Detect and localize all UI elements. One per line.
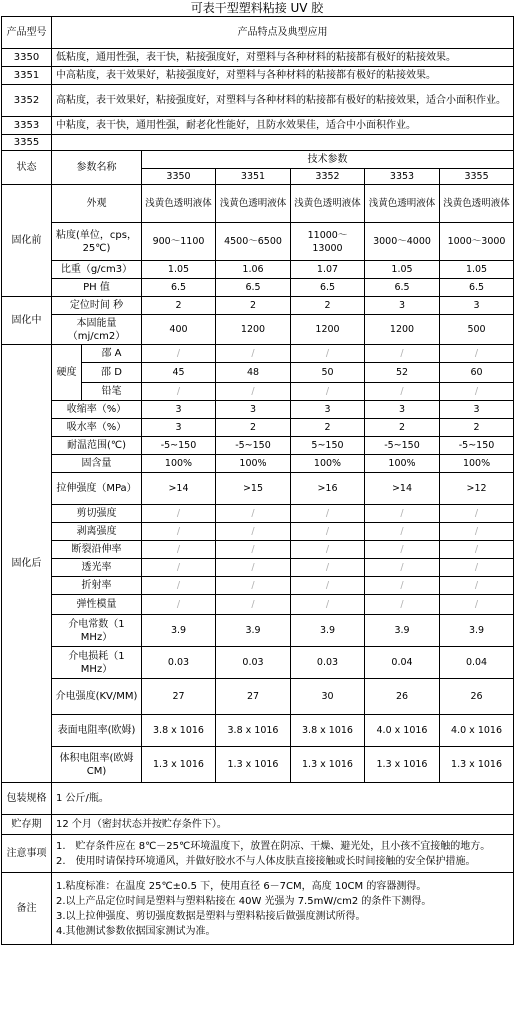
value-cell: 3 xyxy=(440,297,514,315)
value-cell: 45 xyxy=(142,363,216,383)
value-cell: -5~150 xyxy=(142,437,216,455)
overview-row xyxy=(2,117,514,135)
value-cell: / xyxy=(216,523,291,541)
value-cell: 浅黄色透明液体 xyxy=(440,185,514,223)
spec-row xyxy=(2,541,514,559)
value-cell: / xyxy=(142,595,216,615)
value-cell: 1.3 x 1016 xyxy=(216,747,291,783)
param-label: 吸水率（%） xyxy=(52,419,142,437)
overview-row xyxy=(2,49,514,67)
value-cell: / xyxy=(142,345,216,363)
model-cell: 3350 xyxy=(2,49,52,67)
value-cell: 4.0 x 1016 xyxy=(365,715,440,747)
param-label: 本固能量（mj/cm2） xyxy=(52,315,142,345)
value-cell: / xyxy=(440,595,514,615)
spec-row xyxy=(2,401,514,419)
page-title: 可表干型塑料粘接 UV 胶 xyxy=(190,1,324,15)
caution-text xyxy=(52,835,514,873)
param-label: 透光率 xyxy=(52,559,142,577)
value-cell: 1200 xyxy=(291,315,365,345)
spec-row xyxy=(2,715,514,747)
value-cell: 3 xyxy=(440,401,514,419)
param-label: 固含量 xyxy=(52,455,142,473)
param-header: 参数名称 xyxy=(52,151,142,185)
value-cell: / xyxy=(142,523,216,541)
value-cell: 1200 xyxy=(365,315,440,345)
value-cell: 0.03 xyxy=(291,647,365,679)
value-cell: 1.3 x 1016 xyxy=(440,747,514,783)
value-cell: / xyxy=(365,345,440,363)
model-header: 产品型号 xyxy=(2,17,52,49)
value-cell: 3 xyxy=(365,297,440,315)
feature-text: 中高粘度，表干效果好，粘接强度好，对塑料与各种材料的粘接都有极好的粘接效果。 xyxy=(52,67,514,85)
value-cell: / xyxy=(440,577,514,595)
value-cell: 2 xyxy=(142,297,216,315)
value-cell: 6.5 xyxy=(142,279,216,297)
spec-row xyxy=(2,595,514,615)
value-cell: / xyxy=(291,345,365,363)
spec-row xyxy=(2,261,514,279)
spec-row xyxy=(2,455,514,473)
value-cell: 900～1100 xyxy=(142,223,216,261)
value-cell: / xyxy=(291,523,365,541)
value-cell: 5~150 xyxy=(291,437,365,455)
spec-row xyxy=(2,679,514,715)
spec-row xyxy=(2,419,514,437)
spec-row xyxy=(2,473,514,505)
spec-row xyxy=(2,345,514,363)
value-cell: / xyxy=(291,595,365,615)
value-cell: 3.8 x 1016 xyxy=(216,715,291,747)
value-cell: / xyxy=(440,505,514,523)
value-cell: 6.5 xyxy=(291,279,365,297)
value-cell: 浅黄色透明液体 xyxy=(365,185,440,223)
remarks-row xyxy=(2,873,514,945)
param-label: 收缩率（%） xyxy=(52,401,142,419)
value-cell: 1.06 xyxy=(216,261,291,279)
value-cell: 60 xyxy=(440,363,514,383)
value-cell: 0.04 xyxy=(440,647,514,679)
model-column-header: 3355 xyxy=(440,169,514,185)
value-cell: / xyxy=(291,559,365,577)
value-cell: -5~150 xyxy=(365,437,440,455)
param-label: 介电常数（1 MHz） xyxy=(52,615,142,647)
overview-row xyxy=(2,135,514,151)
value-cell: / xyxy=(365,595,440,615)
value-cell: / xyxy=(440,383,514,401)
feature-text: 低粘度，通用性强，表干快，粘接强度好，对塑料与各种材料的粘接都有极好的粘接效果。 xyxy=(52,49,514,67)
group-after: 固化后 xyxy=(2,345,52,783)
tech-header: 技术参数 xyxy=(142,151,514,169)
spec-row xyxy=(2,647,514,679)
hardness-label: 硬度 xyxy=(52,345,82,401)
value-cell: 100% xyxy=(142,455,216,473)
spec-header-row xyxy=(2,151,514,169)
spec-row xyxy=(2,297,514,315)
model-column-header: 3350 xyxy=(142,169,216,185)
value-cell: 1.05 xyxy=(440,261,514,279)
value-cell: 1.05 xyxy=(365,261,440,279)
value-cell: / xyxy=(216,505,291,523)
value-cell: 500 xyxy=(440,315,514,345)
value-cell: 3.9 xyxy=(142,615,216,647)
value-cell: -5~150 xyxy=(216,437,291,455)
remarks-text xyxy=(52,873,514,945)
value-cell: 3.8 x 1016 xyxy=(142,715,216,747)
value-cell: / xyxy=(365,541,440,559)
value-cell: 浅黄色透明液体 xyxy=(291,185,365,223)
features-header: 产品特点及典型应用 xyxy=(52,17,514,49)
value-cell: 2 xyxy=(291,419,365,437)
value-cell: 0.03 xyxy=(216,647,291,679)
value-cell: 2 xyxy=(291,297,365,315)
value-cell: / xyxy=(142,383,216,401)
value-cell: / xyxy=(291,541,365,559)
value-cell: 100% xyxy=(440,455,514,473)
value-cell: 100% xyxy=(365,455,440,473)
value-cell: / xyxy=(440,559,514,577)
value-cell: / xyxy=(365,577,440,595)
value-cell: 1200 xyxy=(216,315,291,345)
value-cell: 48 xyxy=(216,363,291,383)
param-label: 介电强度(KV/MM) xyxy=(52,679,142,715)
spec-row xyxy=(2,437,514,455)
storage-row xyxy=(2,815,514,835)
value-cell: 3 xyxy=(142,401,216,419)
overview-row xyxy=(2,85,514,117)
spec-row xyxy=(2,577,514,595)
group-before: 固化前 xyxy=(2,185,52,297)
model-cell: 3355 xyxy=(2,135,52,151)
spec-table xyxy=(1,16,514,945)
value-cell: 26 xyxy=(440,679,514,715)
value-cell: 浅黄色透明液体 xyxy=(216,185,291,223)
value-cell: / xyxy=(291,505,365,523)
remark-line: 1.粘度标准：在温度 25℃±0.5 下，使用直径 6－7CM，高度 10CM 的容器测得。 xyxy=(56,880,427,892)
spec-row xyxy=(2,559,514,577)
value-cell: 4500～6500 xyxy=(216,223,291,261)
value-cell: / xyxy=(142,505,216,523)
param-label: 表面电阻率(欧姆) xyxy=(52,715,142,747)
value-cell: 3 xyxy=(365,401,440,419)
caution-label: 注意事项 xyxy=(2,835,52,873)
value-cell: / xyxy=(440,523,514,541)
value-cell: 浅黄色透明液体 xyxy=(142,185,216,223)
value-cell: 27 xyxy=(216,679,291,715)
caution-line: 2. 使用时请保持环境通风，并做好胶水不与人体皮肤直接接触或长时间接触的安全保护措施。 xyxy=(56,855,476,867)
packaging-value: 1 公斤/瓶。 xyxy=(52,783,514,815)
value-cell: 1.07 xyxy=(291,261,365,279)
value-cell: / xyxy=(440,541,514,559)
value-cell: / xyxy=(142,559,216,577)
value-cell: 3.9 xyxy=(216,615,291,647)
value-cell: / xyxy=(440,345,514,363)
value-cell: >15 xyxy=(216,473,291,505)
value-cell: -5~150 xyxy=(440,437,514,455)
value-cell: 6.5 xyxy=(440,279,514,297)
packaging-row xyxy=(2,783,514,815)
param-label: 剥离强度 xyxy=(52,523,142,541)
value-cell: >14 xyxy=(365,473,440,505)
value-cell: / xyxy=(142,541,216,559)
remarks-label: 备注 xyxy=(2,873,52,945)
value-cell: 2 xyxy=(216,419,291,437)
remark-line: 2.以上产品定位时间是塑料与塑料粘接在 40W 光强为 7.5mW/cm2 的条件下测得。 xyxy=(56,895,432,907)
feature-text xyxy=(52,135,514,151)
spec-row xyxy=(2,223,514,261)
param-label: 拉伸强度（MPa） xyxy=(52,473,142,505)
storage-value: 12 个月（密封状态并按贮存条件下）。 xyxy=(52,815,514,835)
packaging-label: 包装规格 xyxy=(2,783,52,815)
value-cell: / xyxy=(365,505,440,523)
value-cell: 100% xyxy=(216,455,291,473)
value-cell: 1.05 xyxy=(142,261,216,279)
state-header: 状态 xyxy=(2,151,52,185)
value-cell: 4.0 x 1016 xyxy=(440,715,514,747)
model-column-header: 3351 xyxy=(216,169,291,185)
value-cell: 3 xyxy=(291,401,365,419)
param-label: 粘度(单位，cps，25℃) xyxy=(52,223,142,261)
value-cell: 0.03 xyxy=(142,647,216,679)
spec-row xyxy=(2,747,514,783)
value-cell: 3 xyxy=(216,401,291,419)
remark-line: 4.其他测试参数依据国家测试为准。 xyxy=(56,925,216,937)
param-label: PH 值 xyxy=(52,279,142,297)
value-cell: 30 xyxy=(291,679,365,715)
param-label: 介电损耗（1 MHz） xyxy=(52,647,142,679)
spec-row xyxy=(2,615,514,647)
param-label: 邵 D xyxy=(82,363,142,383)
spec-row xyxy=(2,523,514,541)
value-cell: / xyxy=(365,383,440,401)
value-cell: 2 xyxy=(216,297,291,315)
param-label: 比重（g/cm3） xyxy=(52,261,142,279)
param-label: 外观 xyxy=(52,185,142,223)
value-cell: 2 xyxy=(440,419,514,437)
value-cell: 1.3 x 1016 xyxy=(142,747,216,783)
param-label: 铅笔 xyxy=(82,383,142,401)
param-label: 邵 A xyxy=(82,345,142,363)
spec-row xyxy=(2,185,514,223)
value-cell: 11000～13000 xyxy=(291,223,365,261)
value-cell: / xyxy=(216,541,291,559)
value-cell: 1000～3000 xyxy=(440,223,514,261)
value-cell: / xyxy=(216,577,291,595)
spec-row xyxy=(2,505,514,523)
param-label: 剪切强度 xyxy=(52,505,142,523)
spec-table-body xyxy=(2,17,514,945)
value-cell: 26 xyxy=(365,679,440,715)
value-cell: 1.3 x 1016 xyxy=(365,747,440,783)
value-cell: 100% xyxy=(291,455,365,473)
value-cell: 6.5 xyxy=(216,279,291,297)
value-cell: / xyxy=(291,383,365,401)
value-cell: 6.5 xyxy=(365,279,440,297)
caution-line: 1. 贮存条件应在 8℃－25℃环境温度下，放置在阴凉、干燥、避光处，且小孩不宜接触的地方。 xyxy=(56,840,491,852)
value-cell: 27 xyxy=(142,679,216,715)
model-cell: 3351 xyxy=(2,67,52,85)
value-cell: / xyxy=(365,559,440,577)
value-cell: / xyxy=(216,595,291,615)
value-cell: 1.3 x 1016 xyxy=(291,747,365,783)
value-cell: / xyxy=(365,523,440,541)
value-cell: >16 xyxy=(291,473,365,505)
value-cell: 3.9 xyxy=(291,615,365,647)
value-cell: 50 xyxy=(291,363,365,383)
overview-row xyxy=(2,67,514,85)
storage-label: 贮存期 xyxy=(2,815,52,835)
value-cell: 3 xyxy=(142,419,216,437)
model-cell: 3352 xyxy=(2,85,52,117)
group-during: 固化中 xyxy=(2,297,52,345)
spec-row xyxy=(2,315,514,345)
value-cell: 3.9 xyxy=(365,615,440,647)
value-cell: >12 xyxy=(440,473,514,505)
value-cell: 2 xyxy=(365,419,440,437)
spec-row xyxy=(2,279,514,297)
value-cell: 3000～4000 xyxy=(365,223,440,261)
model-column-header: 3353 xyxy=(365,169,440,185)
param-label: 弹性模量 xyxy=(52,595,142,615)
value-cell: / xyxy=(142,577,216,595)
model-cell: 3353 xyxy=(2,117,52,135)
value-cell: 3.8 x 1016 xyxy=(291,715,365,747)
value-cell: 3.9 xyxy=(440,615,514,647)
value-cell: / xyxy=(291,577,365,595)
param-label: 定位时间 秒 xyxy=(52,297,142,315)
remark-line: 3.以上拉伸强度、剪切强度数据是塑料与塑料粘接后做强度测试所得。 xyxy=(56,910,366,922)
value-cell: 52 xyxy=(365,363,440,383)
feature-text: 高粘度，表干效果好，粘接强度好，对塑料与各种材料的粘接都有极好的粘接效果，适合小面积作业。 xyxy=(52,85,514,117)
value-cell: 400 xyxy=(142,315,216,345)
param-label: 折射率 xyxy=(52,577,142,595)
param-label: 断裂沿伸率 xyxy=(52,541,142,559)
param-label: 体积电阻率(欧姆 CM) xyxy=(52,747,142,783)
caution-row xyxy=(2,835,514,873)
value-cell: >14 xyxy=(142,473,216,505)
param-label: 耐温范围(℃) xyxy=(52,437,142,455)
overview-header-row xyxy=(2,17,514,49)
model-column-header: 3352 xyxy=(291,169,365,185)
value-cell: / xyxy=(216,559,291,577)
value-cell: 0.04 xyxy=(365,647,440,679)
feature-text: 中粘度，表干快，通用性强，耐老化性能好，且防水效果佳，适合中小面积作业。 xyxy=(52,117,514,135)
value-cell: / xyxy=(216,345,291,363)
value-cell: / xyxy=(216,383,291,401)
